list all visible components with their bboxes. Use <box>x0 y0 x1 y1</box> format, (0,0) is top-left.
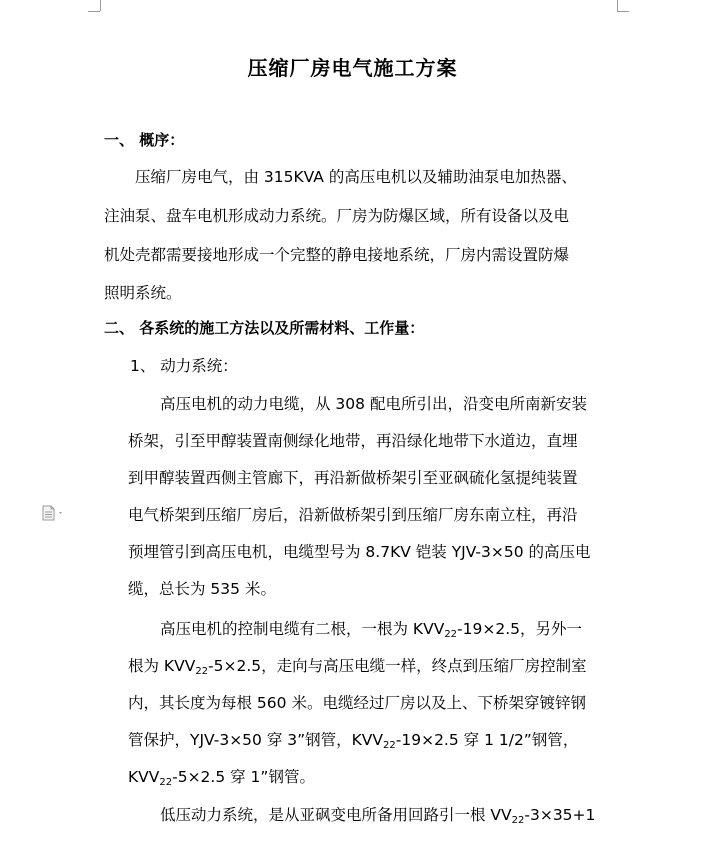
para2-line: 内，其长度为每根 560 米。电缆经过厂房以及上、下桥架穿镀锌钢 <box>128 694 586 712</box>
section2-heading: 二、 各系统的施工方法以及所需材料、工作量： <box>104 319 425 337</box>
para1-line: 预埋管引到高压电机，电缆型号为 8.7KV 铠装 YJV-3×50 的高压电 <box>128 543 591 561</box>
corner-mark <box>88 11 100 12</box>
section1-line: 注油泵、盘车电机形成动力系统。厂房为防爆区域，所有设备以及电 <box>104 207 570 225</box>
para1-line: 高压电机的动力电缆，从 308 配电所引出，沿变电所南新安装 <box>160 395 587 413</box>
section1-line: 照明系统。 <box>104 284 182 302</box>
section1-heading: 一、 概序： <box>104 131 185 149</box>
para1-line: 电气桥架到压缩厂房后，沿新做桥架引到压缩厂房东南立柱，再沿 <box>128 506 578 524</box>
section1-line: 机处壳都需要接地形成一个完整的静电接地系统，厂房内需设置防爆 <box>104 246 570 264</box>
para1-line: 桥架，引至甲醇装置南侧绿化地带，再沿绿化地带下水道边，直埋 <box>128 432 578 450</box>
para1-line: 缆，总长为 535 米。 <box>128 580 276 598</box>
document-title: 压缩厂房电气施工方案 <box>247 56 458 80</box>
para2-line: 根为 $KVV_{22}-5\times 2.5$，走向与高压电缆一样，终点到压缩厂房控制室 <box>128 657 587 677</box>
para3-line: 低压动力系统，是从亚砜变电所备用回路引一根 $VV_{22}-3\times 35+1$ <box>160 806 596 826</box>
corner-mark <box>617 11 629 12</box>
para2-line: 高压电机的控制电缆有二根，一根为 $KVV_{22}-19\times 2.5$，另外一 <box>160 620 583 640</box>
para2-line: $KVV_{22}-5\times 2.5$ 穿 1”钢管。 <box>128 768 315 788</box>
para2-line: 管保护，YJV-3×50 穿 3”钢管，$KVV_{22}-19\times 2.5$ 穿 1 1/2”钢管， <box>128 731 579 751</box>
para1-line: 到甲醇装置西侧主管廊下，再沿新做桥架引至亚砜硫化氢提纯装置 <box>128 469 578 487</box>
subsection1-heading: 1、 动力系统： <box>130 357 238 375</box>
corner-mark <box>100 0 101 11</box>
section1-line: 压缩厂房电气，由 315KVA 的高压电机以及辅助油泵电加热器、 <box>135 168 577 186</box>
document-icon[interactable] <box>41 505 67 521</box>
corner-mark <box>617 0 618 11</box>
